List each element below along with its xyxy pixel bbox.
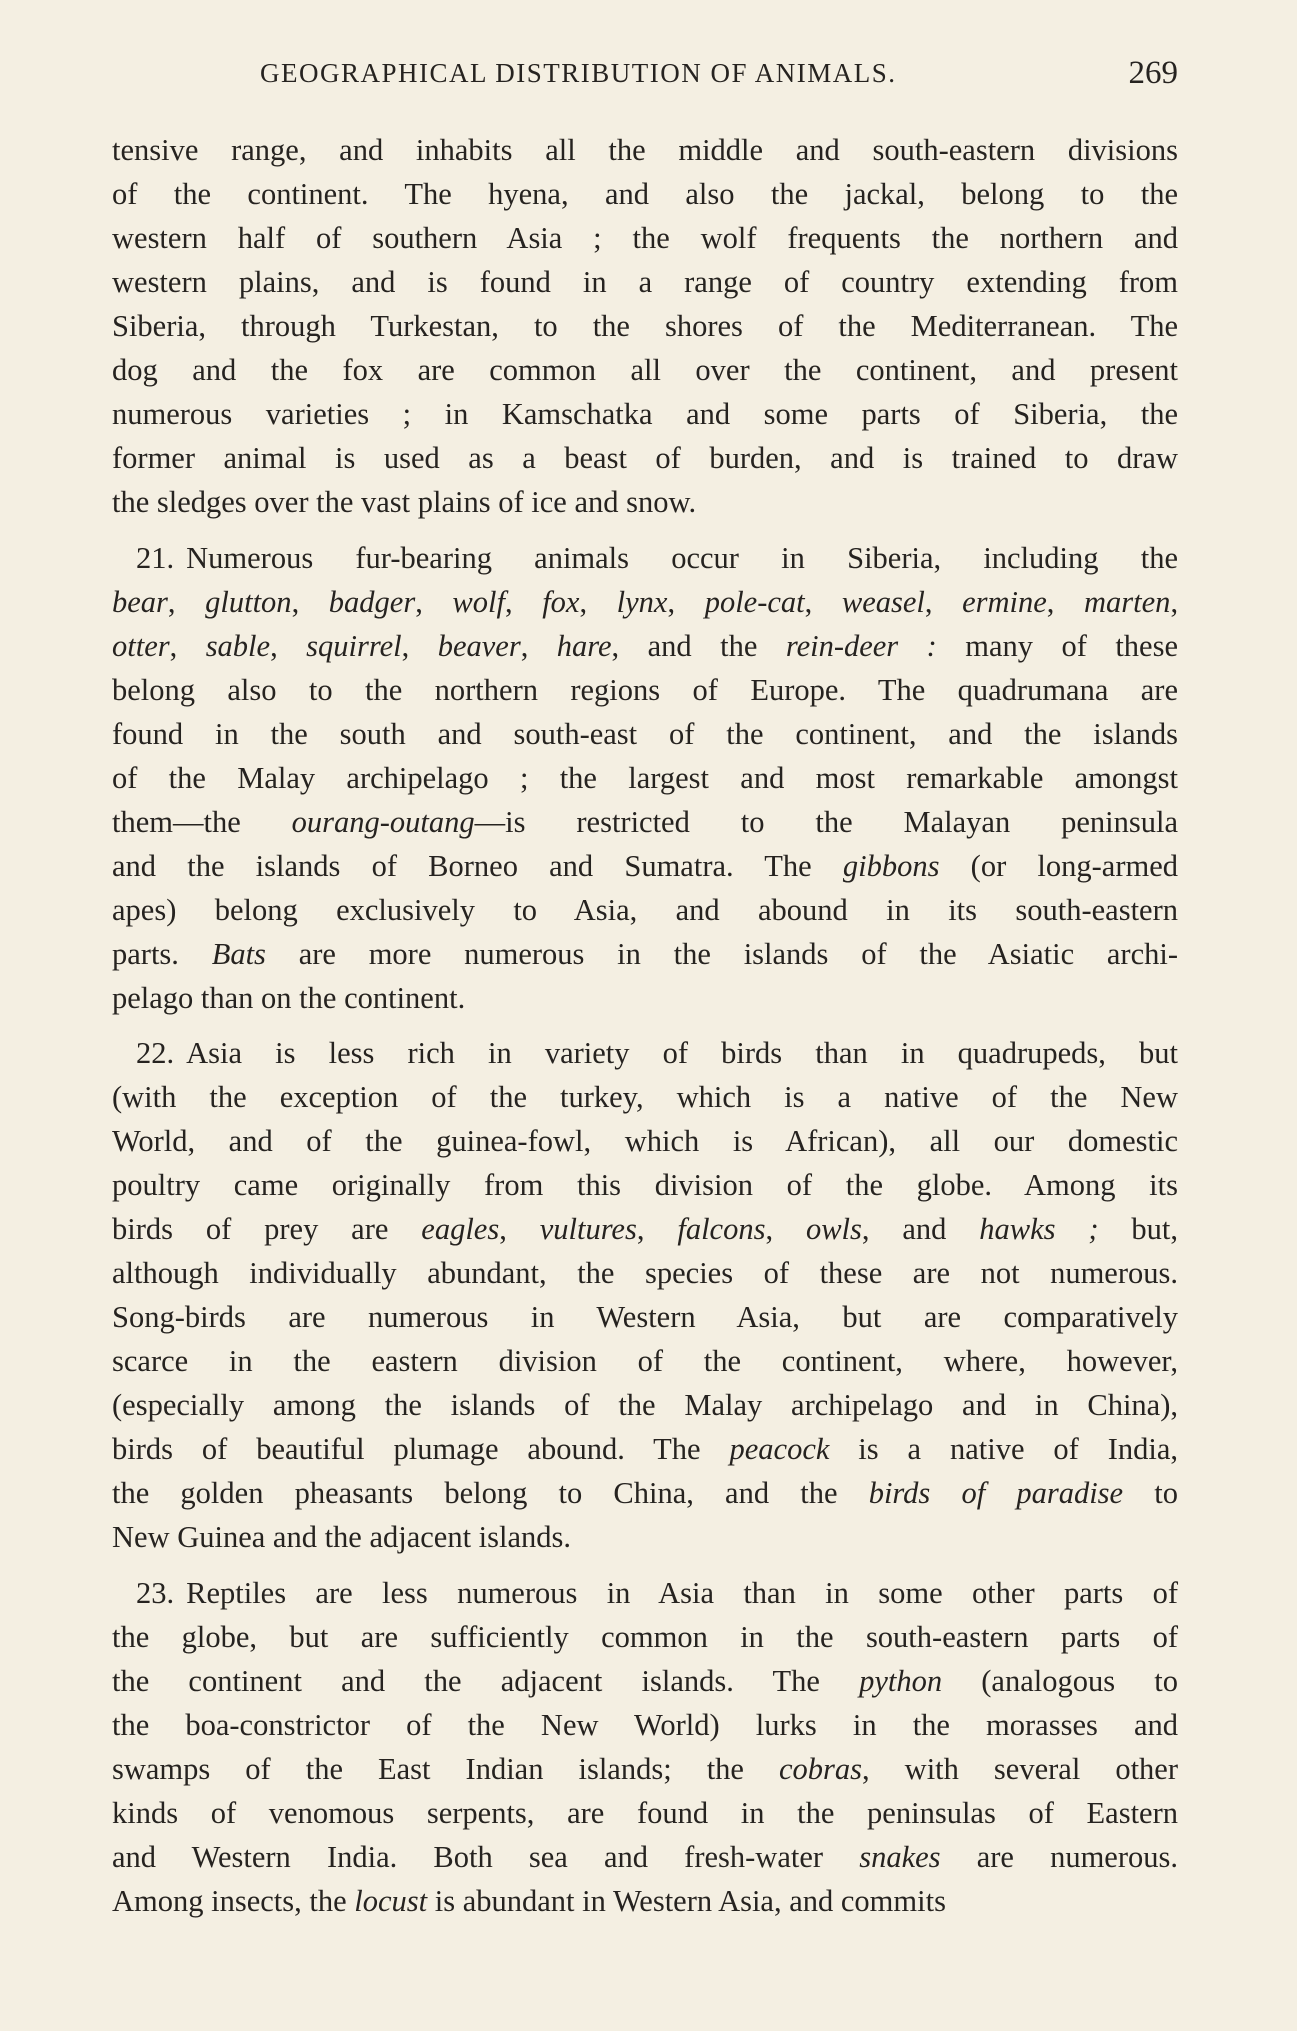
text-segment: are numerous. [940,1839,1178,1874]
paragraph [112,536,1178,1020]
text-segment: birds of prey are [112,1212,422,1246]
italic-term: marten [1084,584,1171,619]
italic-term: weasel [841,584,925,619]
italic-term: python [859,1663,943,1698]
text-segment: is abundant in Western Asia, and commits [427,1883,946,1918]
text-line [112,1119,1178,1163]
italic-term: eagles [421,1212,500,1246]
text-line [112,304,1178,348]
text-line [112,1295,1178,1339]
text-segment: Among insects, the [112,1883,355,1918]
text-segment: many of these [936,628,1178,663]
text-line [112,348,1178,392]
text-segment: are more numerous in the islands of the Asiatic archi- [265,936,1178,971]
text-segment: Reptiles are less numerous in Asia than in some other parts of [186,1575,1178,1610]
text-line [112,1163,1178,1207]
paragraph-number: 21. [136,540,175,575]
text-line [112,624,1178,668]
text-line [112,260,1178,304]
italic-term: bear [112,584,168,619]
text-line [112,480,1178,524]
page-header [260,55,1178,98]
text-segment: poultry came originally from this division of the globe. Among its [112,1168,1178,1202]
italic-term: cobras [779,1751,863,1786]
italic-term: wolf [452,584,505,619]
text-segment: —is restricted to the Malayan peninsula [474,804,1178,839]
text-line [112,1339,1178,1383]
text-line [112,1427,1178,1471]
text-segment: , and the [611,628,786,663]
text-segment: (especially among the islands of the Malay archipelago and in China), [112,1388,1178,1422]
text-segment: belong also to the northern regions of Europe. The quadrumana are [112,672,1178,707]
text-segment: Numerous fur-bearing animals occur in Siberia, including the [186,540,1178,575]
text-segment: of the continent. The hyena, and also the jackal, belong to the [112,177,1178,211]
text-segment: to [1123,1476,1178,1510]
text-segment: , [667,584,705,619]
italic-term: lynx [616,584,668,619]
italic-term: birds of paradise [868,1476,1124,1510]
text-segment: , [291,584,329,619]
text-line [112,1615,1178,1659]
italic-term: otter [112,628,170,663]
italic-term: Bats [211,936,266,971]
italic-term: ourang-outang [291,804,475,839]
text-segment: World, and of the guinea-fowl, which is African), all our domestic [112,1124,1178,1158]
text-line [112,580,1178,624]
italic-term: vultures [539,1212,637,1246]
text-line [112,1879,1178,1923]
text-segment: western plains, and is found in a range of country extending from [112,265,1178,299]
text-segment: the globe, but are sufficiently common in the south-eastern parts of [112,1619,1178,1654]
italic-term: snakes [859,1839,941,1874]
text-line [112,536,1178,580]
italic-term: sable [205,628,271,663]
text-line [112,392,1178,436]
text-segment: but, [1098,1212,1179,1246]
text-line [112,1251,1178,1295]
text-segment: (analogous to [942,1663,1178,1698]
italic-term: owls [805,1212,862,1246]
text-segment: , [401,628,438,663]
text-line [112,756,1178,800]
page-number: 269 [1128,55,1178,91]
text-segment: of the Malay archipelago ; the largest and most remarkable amongst [112,760,1178,795]
italic-term: hare [556,628,612,663]
text-segment: birds of beautiful plumage abound. The [112,1432,730,1466]
text-segment: them—the [112,804,292,839]
italic-term: beaver [437,628,521,663]
text-segment: the continent and the adjacent islands. The [112,1663,860,1698]
text-segment: Asia is less rich in variety of birds than in quadrupeds, but [186,1036,1178,1070]
text-segment: former animal is used as a beast of burden, and is trained to draw [112,441,1178,475]
text-segment: , [167,584,206,619]
text-segment: , [1170,584,1179,619]
text-segment: although individually abundant, the species of these are not numerous. [112,1256,1178,1290]
text-segment: parts. [112,936,212,971]
text-segment: , [579,584,617,619]
text-segment: dog and the fox are common all over the continent, and present [112,353,1178,387]
text-segment: , [169,628,206,663]
text-segment: , and [861,1212,980,1246]
running-title: GEOGRAPHICAL DISTRIBUTION OF ANIMALS. [260,58,897,88]
text-line [112,1571,1178,1615]
text-line [112,1835,1178,1879]
text-segment: western half of southern Asia ; the wolf frequents the northern and [112,221,1178,255]
italic-term: pole-cat [704,584,805,619]
text-segment: the boa-constrictor of the New World) lurks in the morasses and [112,1707,1178,1742]
text-line [112,932,1178,976]
paragraph-number: 23. [136,1575,175,1610]
text-segment: Siberia, through Turkestan, to the shores of the Mediterranean. The [112,309,1178,343]
text-segment: , [415,584,453,619]
text-segment: is a native of India, [829,1432,1178,1466]
text-segment: apes) belong exclusively to Asia, and abound in its south-eastern [112,892,1178,927]
text-segment: , [504,584,543,619]
text-line [112,1207,1178,1251]
body-text [112,128,1178,1923]
italic-term: squirrel [306,628,402,663]
text-line [112,128,1178,172]
text-segment: the golden pheasants belong to China, and the [112,1476,869,1510]
text-line [112,1791,1178,1835]
text-line [112,1515,1178,1559]
text-line [112,800,1178,844]
text-segment: , [636,1212,678,1246]
italic-term: fox [542,584,580,619]
text-line [112,1659,1178,1703]
paragraph [112,128,1178,524]
italic-term: ermine [962,584,1047,619]
text-line [112,1703,1178,1747]
text-segment: Song-birds are numerous in Western Asia, but are comparatively [112,1300,1178,1334]
text-line [112,1031,1178,1075]
text-segment: , [765,1212,806,1246]
text-line [112,712,1178,756]
text-line [112,172,1178,216]
text-segment: , [804,584,842,619]
italic-term: locust [354,1883,428,1918]
italic-term: badger [328,584,416,619]
text-segment: , [520,628,557,663]
text-segment: scarce in the eastern division of the continent, where, however, [112,1344,1178,1378]
text-line [112,1383,1178,1427]
text-line [112,436,1178,480]
text-line [112,1471,1178,1515]
text-segment: , [499,1212,540,1246]
italic-term: gibbons [842,848,940,883]
text-segment: the sledges over the vast plains of ice and snow. [112,485,697,519]
text-segment: swamps of the East Indian islands; the [112,1751,779,1786]
italic-term: peacock [729,1432,830,1466]
text-segment: , with several other [862,1751,1178,1786]
text-segment: (or long-armed [939,848,1179,883]
text-segment: found in the south and south-east of the continent, and the islands [112,716,1178,751]
italic-term: falcons [677,1212,766,1246]
text-line [112,1747,1178,1791]
text-segment: (with the exception of the turkey, which is a native of the New [112,1080,1178,1114]
text-segment: , [924,584,963,619]
paragraph-number: 22. [136,1036,175,1070]
text-line [112,216,1178,260]
text-segment: , [270,628,307,663]
text-segment: , [1046,584,1085,619]
italic-term: hawks ; [979,1212,1099,1246]
text-segment: New Guinea and the adjacent islands. [112,1520,572,1554]
paragraph [112,1571,1178,1923]
text-line [112,888,1178,932]
italic-term: rein-deer : [785,628,937,663]
text-segment: numerous varieties ; in Kamschatka and some parts of Siberia, the [112,397,1178,431]
text-line [112,844,1178,888]
text-segment: and Western India. Both sea and fresh-water [112,1839,860,1874]
text-segment: tensive range, and inhabits all the middle and south-eastern divisions [112,133,1178,167]
text-segment: and the islands of Borneo and Sumatra. The [112,848,843,883]
text-line [112,668,1178,712]
paragraph [112,1031,1178,1559]
text-segment: pelago than on the continent. [112,980,466,1015]
text-line [112,976,1178,1020]
text-segment: kinds of venomous serpents, are found in the peninsulas of Eastern [112,1795,1178,1830]
italic-term: glutton [205,584,292,619]
text-line [112,1075,1178,1119]
